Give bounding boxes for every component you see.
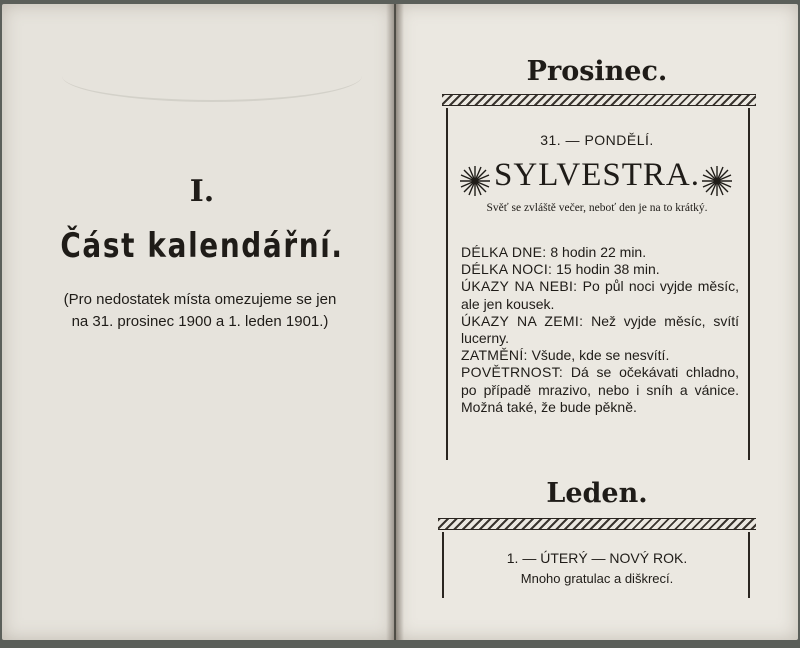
january-frame-ornament: [438, 518, 756, 530]
fact-earth: [461, 313, 739, 347]
fact-day-length: [461, 244, 739, 261]
fact-label: ÚKAZY NA ZEMI:: [461, 312, 584, 329]
fact-label: DÉLKA NOCI:: [461, 261, 553, 278]
december-heading: Prosinec.: [526, 56, 668, 87]
fact-text: Než vyjde měsíc, svítí lucerny.: [461, 312, 739, 347]
january-heading: Leden.: [546, 478, 648, 509]
fact-weather: [461, 364, 739, 416]
fact-label: ZATMĚNÍ:: [461, 347, 528, 364]
december-motto: Svěť se zvláště večer, neboť den je na to krátký.: [486, 202, 708, 214]
fact-label: POVĚTRNOST:: [461, 364, 564, 381]
bleed-through-ornament: [62, 50, 362, 102]
book-gutter: [386, 4, 404, 640]
fact-text: Dá se očekávati chladno, po případě mrazivo, nebo i sníh a vánice. Možná také, že bude pěkně.: [461, 364, 739, 415]
fact-sky: [461, 278, 739, 312]
part-note-line: na 31. prosinec 1900 a 1. leden 1901.): [71, 313, 329, 330]
december-facts: [461, 244, 739, 416]
fact-night-length: [461, 261, 739, 278]
part-note: [30, 289, 370, 333]
star-ornament-icon: [700, 164, 734, 198]
december-frame-ornament: [442, 94, 756, 106]
fact-eclipse: [461, 347, 739, 364]
right-page: [396, 4, 798, 640]
part-note-line: (Pro nedostatek místa omezujeme se jen: [63, 291, 337, 308]
fact-label: ÚKAZY NA NEBI:: [461, 278, 578, 295]
fact-text: Po půl noci vyjde měsíc, ale jen kousek.: [461, 278, 739, 312]
left-page: [2, 4, 394, 640]
fact-text: 15 hodin 38 min.: [552, 261, 660, 278]
fact-text: Všude, kde se nesvítí.: [527, 347, 670, 364]
january-day: 1. — ÚTERÝ — NOVÝ ROK.: [506, 550, 688, 566]
fact-label: DÉLKA DNE:: [461, 244, 547, 260]
part-title: Část kalendářní.: [60, 226, 344, 266]
december-day: 31. — PONDĚLÍ.: [540, 132, 654, 148]
january-text: Mnoho gratulac a diškrecí.: [520, 571, 674, 586]
part-number: I.: [189, 174, 215, 209]
fact-text: 8 hodin 22 min.: [546, 244, 647, 260]
december-name-day: SYLVESTRA.: [494, 157, 700, 193]
